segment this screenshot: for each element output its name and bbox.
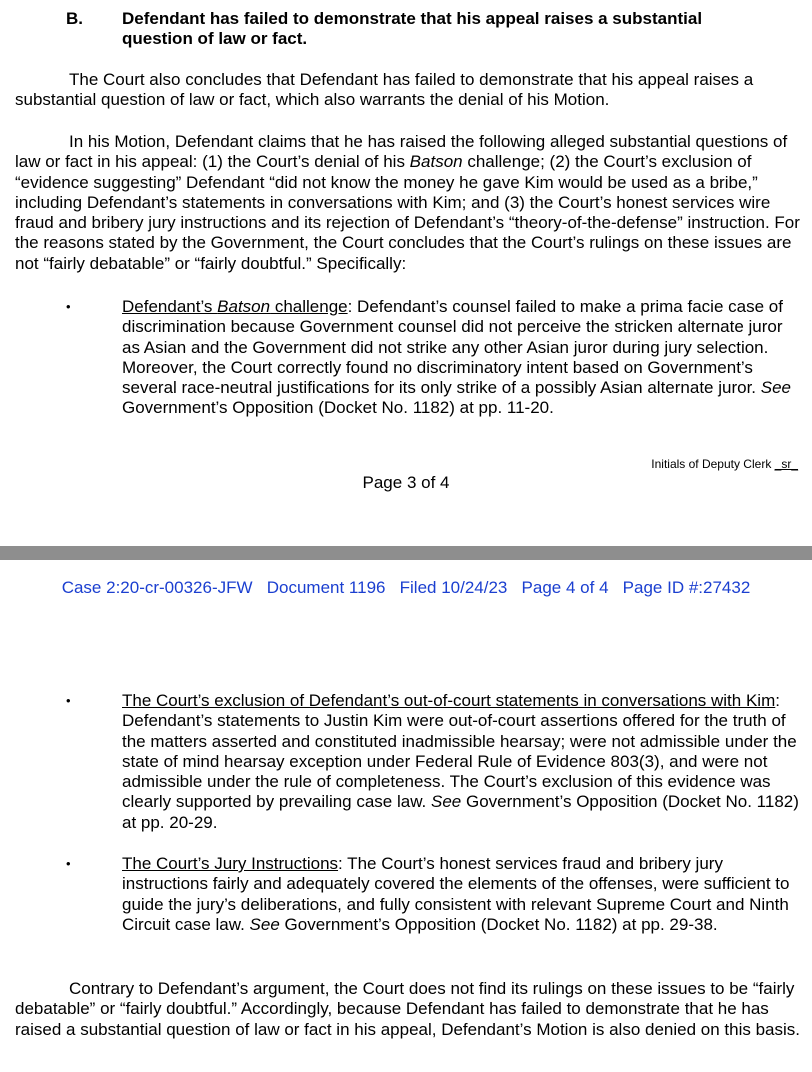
bullet-marker: •	[66, 693, 71, 708]
document-page-4	[0, 560, 812, 1072]
bullet-title: The Court’s exclusion of Defendant’s out-of-court statements in conversations with Kim	[122, 691, 776, 710]
section-heading-text: Defendant has failed to demonstrate that his appeal raises a substantial question of law or fact.	[122, 9, 703, 49]
bullet-text: The Court’s Jury Instructions: The Court’s honest services fraud and bribery jury instructions fairly and adequately covered the elements of the offenses, were sufficient to guide the jury’s deliberations, and fully consistent with relevant Supreme Court and Ninth Circuit case law. See Government’s Opposition (Docket No. 1182) at pp. 29-38.	[122, 854, 790, 934]
page-separator	[0, 546, 812, 560]
bullet-marker: •	[66, 299, 71, 314]
paragraph-motion-claims: In his Motion, Defendant claims that he has raised the following alleged substantial questions of law or fact in his appeal: (1) the Court’s denial of his Batson challenge; (2) the Court’s exclusion of “evidence suggesting” Defendant “did not know the money he gave Kim would be used as a bribe,” including Defendant’s statements in conversations with Kim; and (3) the Court’s honest services wire fraud and bribery jury instructions and its rejection of Defendant’s “theory-of-the-defense” instruction. For the reasons stated by the Government, the Court concludes that the Court’s rulings on these issues are not “fairly debatable” or “fairly doubtful.” Specifically:	[15, 132, 800, 273]
page-number: Page 3 of 4	[362, 473, 450, 492]
bullet-text: The Court’s exclusion of Defendant’s out-of-court statements in conversations with Kim: Defendant’s statements to Justin Kim were out-of-court assertions offered for the truth of the matters asserted and constituted inadmissible hearsay; were not admissible under the state of mind hearsay exception under Federal Rule of Evidence 803(3), and were not admissible under the rule of completeness. The Court’s exclusion of this evidence was clearly supported by prevailing case law. See Government’s Opposition (Docket No. 1182) at pp. 20-29.	[122, 691, 799, 832]
paragraph-final-conclusion: Contrary to Defendant’s argument, the Court does not find its rulings on these issues to be “fairly debatable” or “fairly doubtful.” Accordingly, because Defendant has failed to demonstrate that he has raised a substantial question of law or fact in his appeal, Defendant’s Motion is also denied on this basis.	[15, 979, 800, 1039]
bullet-marker: •	[66, 856, 71, 871]
paragraph-conclusion-substantial: The Court also concludes that Defendant has failed to demonstrate that his appeal raises a substantial question of law or fact, which also warrants the denial of his Motion.	[15, 70, 754, 110]
bullet-title: The Court’s Jury Instructions	[122, 854, 339, 873]
bullet-text: Defendant’s Batson challenge: Defendant’s counsel failed to make a prima facie case of discrimination because Government counsel did not perceive the stricken alternate juror as Asian and the Government did not strike any other Asian juror during jury selection. Moreover, the Court correctly found no discriminatory intent based on Government’s several race-neutral justifications for its only strike of a possibly Asian alternate juror. See Government’s Opposition (Docket No. 1182) at pp. 11-20.	[122, 297, 791, 418]
deputy-clerk-initials: Initials of Deputy Clerk _sr_	[651, 457, 798, 471]
bullet-title: Defendant’s Batson challenge	[122, 297, 348, 316]
section-letter: B.	[66, 9, 83, 28]
case-header: Case 2:20-cr-00326-JFW Document 1196 Filed 10/24/23 Page 4 of 4 Page ID #:27432	[61, 578, 751, 597]
